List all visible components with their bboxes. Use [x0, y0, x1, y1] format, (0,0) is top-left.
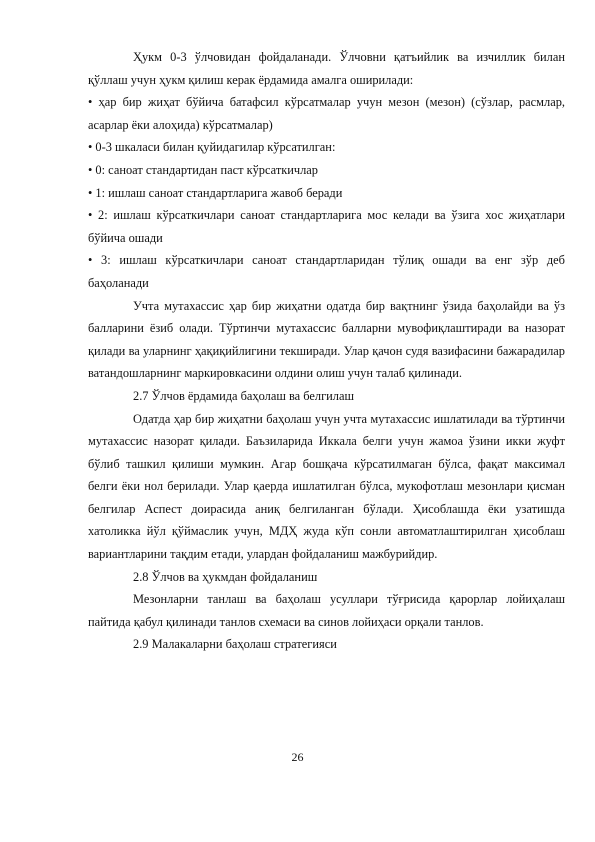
- section-heading-2-9: 2.9 Малакаларни баҳолаш стратегияси: [133, 637, 337, 652]
- paragraph-intro: Ҳукм 0-3 ўлчовидан фойдаланади. Ўлчовни қатъийлик ва изчиллик билан қўллаш учун ҳукм қилиш керак ёрдамида амалга оширилади:: [88, 50, 565, 87]
- bullet-scale: • 0-3 шкаласи билан қуйидагилар кўрсатилган:: [88, 140, 336, 155]
- document-body: [88, 46, 565, 656]
- paragraph-criteria-selection: Мезонларни танлаш ва баҳолаш усуллари тўғрисида қарорлар лойиҳалаш пайтида қабул қилинади танлов схемаси ва синов лойиҳаси орқали танлов.: [88, 592, 565, 629]
- bullet-criteria: • ҳар бир жиҳат бўйича батафсил кўрсатмалар учун мезон (мезон) (сўзлар, расмлар, асарлар ёки алоҳида) кўрсатмалар): [88, 95, 565, 132]
- paragraph-marking: Одатда ҳар бир жиҳатни баҳолаш учун учта мутахассис ишлатилади ва тўртинчи мутахассис назорат қилади. Баъзиларида Иккала белги учун жамоа ўзини икки жуфт бўлиб ташкил қилиши мумкин. Агар бошқача кўрсатилмаган бўлса, фақат максимал белги ёки нол берилади. Улар қаерда ишлатилган бўлса, мукофотлаш мезонлари қисман белгилар Аспест доирасида аниқ белгиланган бўлади. Ҳисоблашда ёки узатишда хатоликка йўл қўймаслик учун, МДҲ жуда кўп сонли автоматлаштирилган ҳисоблаш вариантларини тақдим етади, улардан фойдаланиш мажбурийдир.: [88, 411, 565, 562]
- bullet-score-1: • 1: ишлаш саноат стандартларига жавоб беради: [88, 185, 343, 200]
- page-number: 26: [291, 750, 304, 764]
- bullet-score-0: • 0: саноат стандартидан паст кўрсаткичлар: [88, 162, 319, 177]
- section-heading-2-8: 2.8 Ўлчов ва ҳукмдан фойдаланиш: [133, 569, 318, 584]
- paragraph-experts: Учта мутахассис ҳар бир жиҳатни одатда бир вақтнинг ўзида баҳолайди ва ўз балларини ёзиб олади. Тўртинчи мутахассис балларни мувофиқлаштиради ва назорат қилади ва уларнинг ҳақиқийлигини текширади. Улар қачон судя вазифасини бажарадилар ватандошларнинг маркировкасини олдини олиш учун талаб қилинади.: [88, 298, 565, 381]
- bullet-score-3: • 3: ишлаш кўрсаткичлари саноат стандартларидан тўлиқ ошади ва енг зўр деб баҳоланади: [88, 253, 565, 290]
- section-heading-2-7: 2.7 Ўлчов ёрдамида баҳолаш ва белгилаш: [133, 388, 355, 403]
- bullet-score-2: • 2: ишлаш кўрсаткичлари саноат стандартларига мос келади ва ўзига хос жиҳатлари бўйича ошади: [88, 208, 565, 245]
